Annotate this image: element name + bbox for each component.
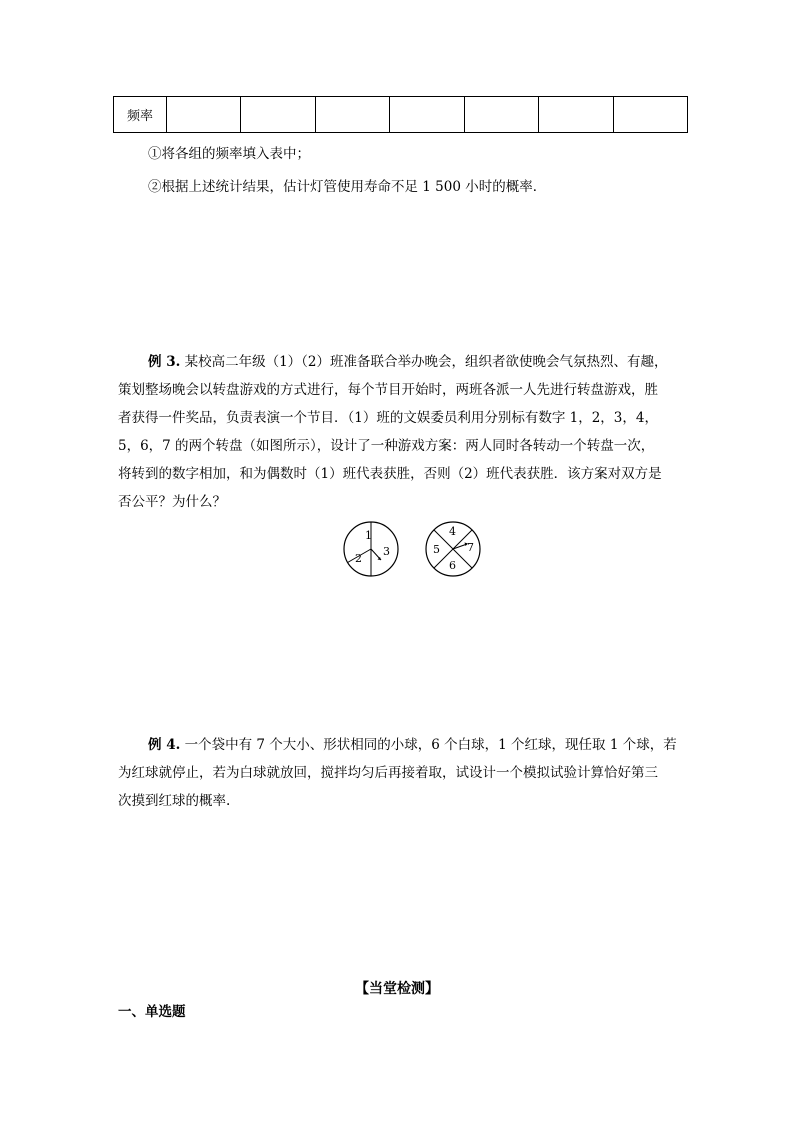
spinner-right-number: 4	[449, 525, 456, 538]
example-4-line-1	[148, 731, 677, 759]
spinner-left	[344, 522, 398, 576]
example-4-label: 例 4.	[148, 737, 181, 753]
table-row-label: 频率	[114, 97, 167, 133]
example-3-line: 将转到的数字相加，和为偶数时（1）班代表获胜，否则（2）班代表获胜．该方案对双方是	[118, 466, 662, 482]
example-4-text: 一个袋中有 7 个大小、形状相同的小球，6 个白球，1 个红球，现任取 1 个球，若	[184, 737, 677, 753]
spinner-left-number: 3	[383, 545, 390, 558]
example-3-text: 某校高二年级（1）（2）班准备联合举办晚会，组织者欲使晚会气氛热烈、有趣，	[184, 354, 668, 370]
question-2: ②根据上述统计结果，估计灯管使用寿命不足 1 500 小时的概率．	[148, 179, 547, 195]
table-cell	[390, 97, 464, 133]
table-cell	[167, 97, 241, 133]
example-3-label: 例 3.	[148, 354, 181, 370]
example-3-line: 5，6，7 的两个转盘（如图所示），设计了一种游戏方案：两人同时各转动一个转盘一次，	[118, 438, 655, 454]
question-1: ①将各组的频率填入表中；	[148, 146, 310, 162]
spinner-right-number: 6	[449, 559, 456, 572]
table-row	[114, 97, 688, 133]
section-subheading: 一、单选题	[118, 1004, 186, 1020]
spinner-right	[426, 522, 480, 576]
table-cell	[241, 97, 315, 133]
section-title: 【当堂检测】	[355, 981, 439, 997]
table-cell	[464, 97, 538, 133]
frequency-table	[113, 96, 688, 133]
table-cell	[539, 97, 613, 133]
example-3-line: 否公平？为什么？	[118, 494, 226, 510]
spinner-left-number: 1	[365, 529, 372, 542]
table-cell	[613, 97, 687, 133]
example-4-line: 次摸到红球的概率.	[118, 793, 231, 809]
spinners-figure	[340, 520, 490, 580]
spinner-right-number: 7	[467, 541, 474, 554]
example-3-line: 策划整场晚会以转盘游戏的方式进行，每个节目开始时，两班各派一人先进行转盘游戏，胜	[118, 382, 658, 398]
spinner-right-number: 5	[433, 543, 440, 556]
example-4-line: 为红球就停止，若为白球就放回，搅拌均匀后再接着取，试设计一个模拟试验计算恰好第三	[118, 765, 658, 781]
spinner-left-number: 2	[355, 552, 362, 565]
table-cell	[315, 97, 389, 133]
example-3-line: 者获得一件奖品，负责表演一个节目．（1）班的文娱委员利用分别标有数字 1，2，3，4，	[118, 410, 658, 426]
example-3-line-1	[148, 348, 668, 376]
